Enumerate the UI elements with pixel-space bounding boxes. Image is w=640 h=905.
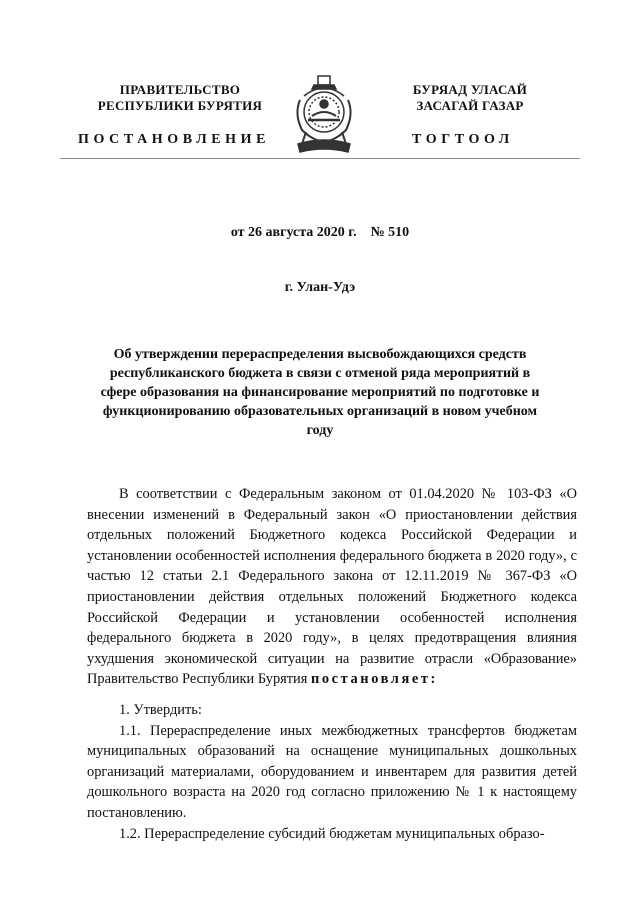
- preamble-paragraph: [87, 484, 577, 690]
- document-body: [87, 484, 577, 844]
- item-1: 1. Утвердить:: [119, 701, 202, 718]
- item-1-2: 1.2. Перераспределение субсидий бюджетам муниципальных образо-: [119, 825, 545, 842]
- government-name-buryat: [375, 82, 565, 114]
- government-name-buryat-line2: ЗАСАГАЙ ГАЗАР: [416, 98, 524, 113]
- document-title: Об утверждении перераспределения высвобождающихся средств республиканского бюджета в связи с отменой ряда мероприятий в сфере образования на финансирование мероприятий по подготовке и функционированию образовательных организаций в новом учебном году: [100, 347, 540, 438]
- coat-of-arms-icon: [292, 74, 356, 158]
- document-city: г. Улан-Удэ: [284, 280, 356, 295]
- government-name-line1: ПРАВИТЕЛЬСТВО: [119, 82, 241, 97]
- government-name-russian: [80, 82, 280, 114]
- document-date-number: от 26 августа 2020 г. № 510: [230, 225, 410, 240]
- item-1-1: 1.1. Перераспределение иных межбюджетных трансфертов бюджетам муниципальных образований на оснащение муниципальных дошкольных организаций материалами, оборудованием и инвентарем для развития детей дошкольного возраста на 2020 год согласно приложению № 1 к настоящему постановлению.: [87, 722, 577, 821]
- government-name-buryat-line1: БУРЯАД УЛАСАЙ: [412, 82, 528, 97]
- government-name-line2: РЕСПУБЛИКИ БУРЯТИЯ: [97, 98, 263, 113]
- resolves-text: постановляет:: [310, 671, 438, 688]
- preamble-text: В соответствии с Федеральным законом от 01.04.2020 № 103-ФЗ «О внесении изменений в Федеральный закон «О приостановлении действия отдельных положений Бюджетного кодекса Российской Федерации и установлении особенностей исполнения федерального бюджета в 2020 году», с частью 12 статьи 2.1 Федерального закона от 12.11.2019 № 367-ФЗ «О приостановлении действия отдельных положений Бюджетного кодекса Российской Федерации и установлении особенностей исполнения федерального бюджета в 2020 году», в целях предотвращения влияния ухудшения экономической ситуации на развитие отрасли «Образование» Правительство Республики Бурятия: [87, 486, 577, 688]
- header-divider: [60, 158, 580, 159]
- document-type-buryat: ТОГТООЛ: [412, 132, 514, 147]
- document-type-russian: ПОСТАНОВЛЕНИЕ: [78, 132, 271, 147]
